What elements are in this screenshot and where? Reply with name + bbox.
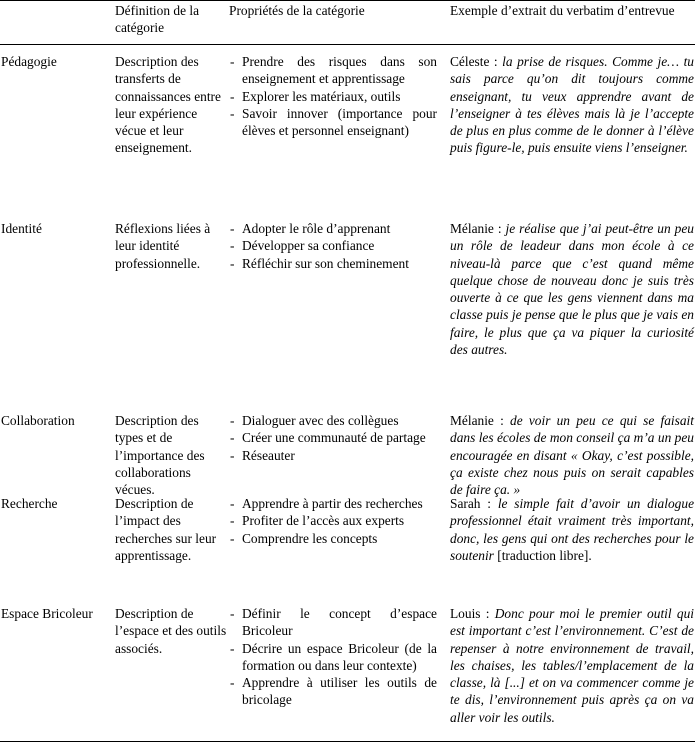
header-definition: Définition de la catégorie	[115, 3, 200, 36]
property-item: - Savoir innover (importance pour élèves et personnel enseignant)	[229, 105, 437, 140]
property-item: - Réfléchir sur son cheminement	[229, 255, 437, 272]
property-item: - Adopter le rôle d’apprenant	[229, 220, 437, 237]
verbatim-quote: je réalise que j’ai peut-être un peu un rôle de leadeur dans mon école à ce niveau-là parce que c’est quand même quelque chose de nouveau donc je suis très ouverte à ce que les gens viennent dans ma classe puis je pense que le plus que je vais en faire, le plus que ça va piquer la curiosité des autres.	[450, 221, 694, 358]
row-properties	[229, 220, 437, 272]
property-item: - Comprendre les concepts	[229, 530, 437, 547]
property-item: - Explorer les matériaux, outils	[229, 88, 437, 105]
row-example	[450, 220, 694, 358]
row-definition: Description de l’espace et des outils associés.	[115, 606, 227, 656]
header-example: Exemple d’extrait du verbatim d’entrevue	[450, 3, 675, 18]
speaker-name: Céleste :	[450, 54, 503, 69]
row-example	[450, 605, 694, 726]
row-properties	[229, 412, 437, 464]
speaker-name: Louis :	[450, 606, 495, 621]
verbatim-quote: la prise de risques. Comme je… tu sais parce qu’on dit toujours comme enseignant, tu veux apprendre avant de l’enseigner à tes élèves mais là je l’accepte de plus en plus comme de le donner à l’élève puis figure-le, puis ensuite viens l’enseigner.	[450, 54, 694, 156]
property-item: - Apprendre à partir des recherches	[229, 495, 437, 512]
row-example	[450, 412, 694, 498]
row-example	[450, 495, 694, 564]
row-properties	[229, 605, 437, 709]
row-definition: Description des types et de l’importance des collaborations vécues.	[115, 413, 205, 498]
row-category: Identité	[1, 221, 42, 236]
verbatim-quote: de voir un peu ce qui se faisait dans les écoles de mon conseil ça m’a un peu encouragée en disant « Okay, c’est possible, ça existe chez nous puis on serait capables de faire ça. »	[450, 413, 694, 498]
table-top-rule	[0, 0, 695, 1]
property-item: - Dialoguer avec des collègues	[229, 412, 437, 429]
property-item: - Prendre des risques dans son enseignement et apprentissage	[229, 53, 437, 88]
row-definition: Description des transferts de connaissances entre leur expérience vécue et leur enseignement.	[115, 54, 221, 156]
row-category: Espace Bricoleur	[1, 606, 93, 621]
row-properties	[229, 495, 437, 547]
property-item: - Apprendre à utiliser les outils de bricolage	[229, 674, 437, 709]
row-definition: Description de l’impact des recherches sur leur apprentissage.	[115, 496, 217, 563]
property-item: - Profiter de l’accès aux experts	[229, 512, 437, 529]
property-item: - Décrire un espace Bricoleur (de la formation ou dans leur contexte)	[229, 640, 437, 675]
row-definition: Réflexions liées à leur identité professionnelle.	[115, 221, 211, 271]
header-bottom-rule	[0, 44, 695, 45]
verbatim-quote: Donc pour moi le premier outil qui est important c’est l’environnement. C’est de repenser à notre environnement de travail, les chaises, les tables/l’emplacement de la classe, là [...] et on va commencer comme je te dis, l’environnement puis après ça on va aller voir les outils.	[450, 606, 694, 725]
speaker-name: Mélanie :	[450, 221, 506, 236]
verbatim-note: [traduction libre].	[493, 547, 592, 563]
verbatim-quote: le simple fait d’avoir un dialogue professionnel était vraiment très important, donc, les gens qui ont des recherches pour le soutenir	[450, 496, 695, 563]
property-item: - Créer une communauté de partage	[229, 429, 437, 446]
row-category: Collaboration	[1, 413, 75, 428]
row-category: Pédagogie	[1, 54, 57, 69]
header-properties: Propriétés de la catégorie	[229, 3, 365, 18]
property-item: - Développer sa confiance	[229, 237, 437, 254]
speaker-name: Sarah :	[450, 496, 498, 511]
row-properties	[229, 53, 437, 139]
row-example	[450, 53, 694, 157]
property-item: - Réseauter	[229, 447, 437, 464]
speaker-name: Mélanie :	[450, 413, 510, 428]
row-category: Recherche	[1, 496, 58, 511]
property-item: - Définir le concept d’espace Bricoleur	[229, 605, 437, 640]
